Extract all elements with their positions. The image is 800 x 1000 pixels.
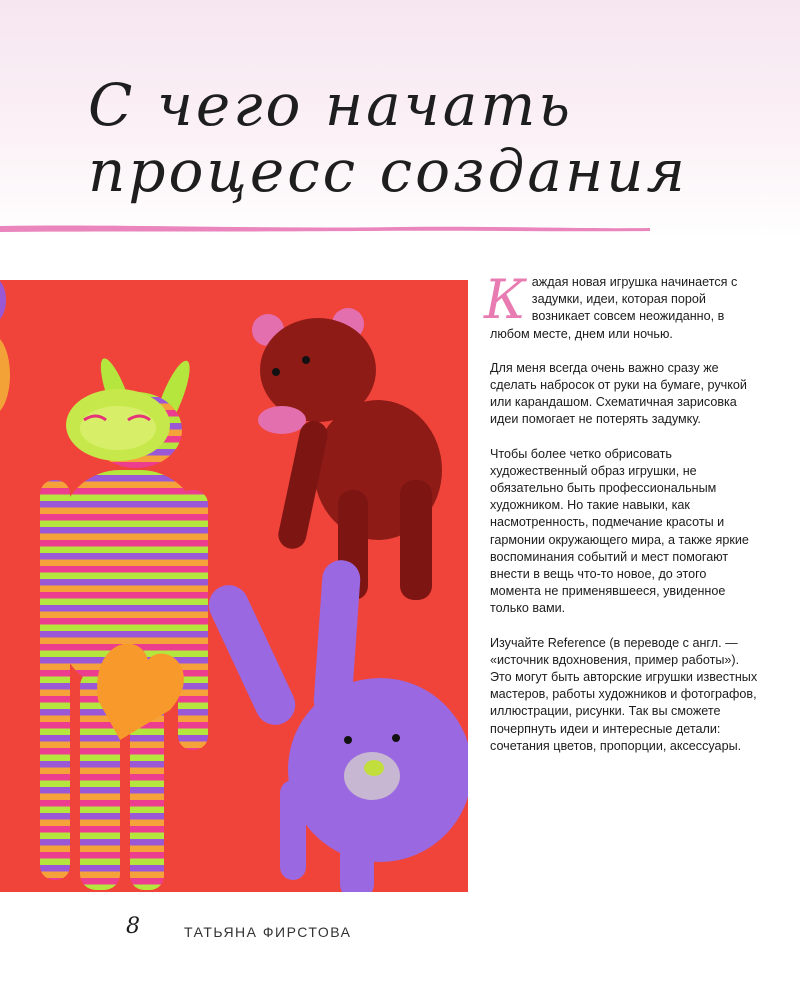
- paragraph-2: Чтобы более четко обрисовать художественный образ игрушки, не обязательно быть профессиональным художником. Но такие навыки, как насмотренность, подмечание красоты и гармонии окружающего мира, а также яркие воспоминания событий и мест помогают внести в вещь что-то новое, до этого момента не применявшееся, увиденное только вами.: [490, 446, 749, 616]
- lead-paragraph: [484, 268, 758, 343]
- toys-photo: [0, 280, 468, 892]
- paragraph-1: Для меня всегда очень важно сразу же сделать набросок от руки на бумаге, ручкой или карандашом. Схематичная зарисовка идеи помогает не потерять задумку.: [490, 360, 747, 427]
- footer-author: ТАТЬЯНА ФИРСТОВА: [184, 924, 352, 940]
- title-line-1: С чего начать: [88, 71, 573, 139]
- page-title: [88, 72, 688, 204]
- paragraph-3: Изучайте Reference (в переводе с англ. — «источник вдохновения, пример работы»). Это могут быть авторские игрушки известных мастеров, работы художников и фотографов, иллюстрации, рисунки. Так вы сможете почерпнуть идеи и интересные детали: сочетания цветов, пропорции, аксессуары.: [490, 635, 758, 753]
- decorative-brush-stroke: [0, 222, 650, 234]
- title-line-2: процесс создания: [88, 137, 688, 205]
- lead-text: аждая новая игрушка начинается с задумки, идеи, которая порой возникает совсем неожиданно, в любом месте, днем или ночью.: [490, 275, 738, 341]
- article-body: [484, 268, 758, 772]
- drop-cap: К: [484, 268, 526, 331]
- page-number: 8: [126, 914, 140, 939]
